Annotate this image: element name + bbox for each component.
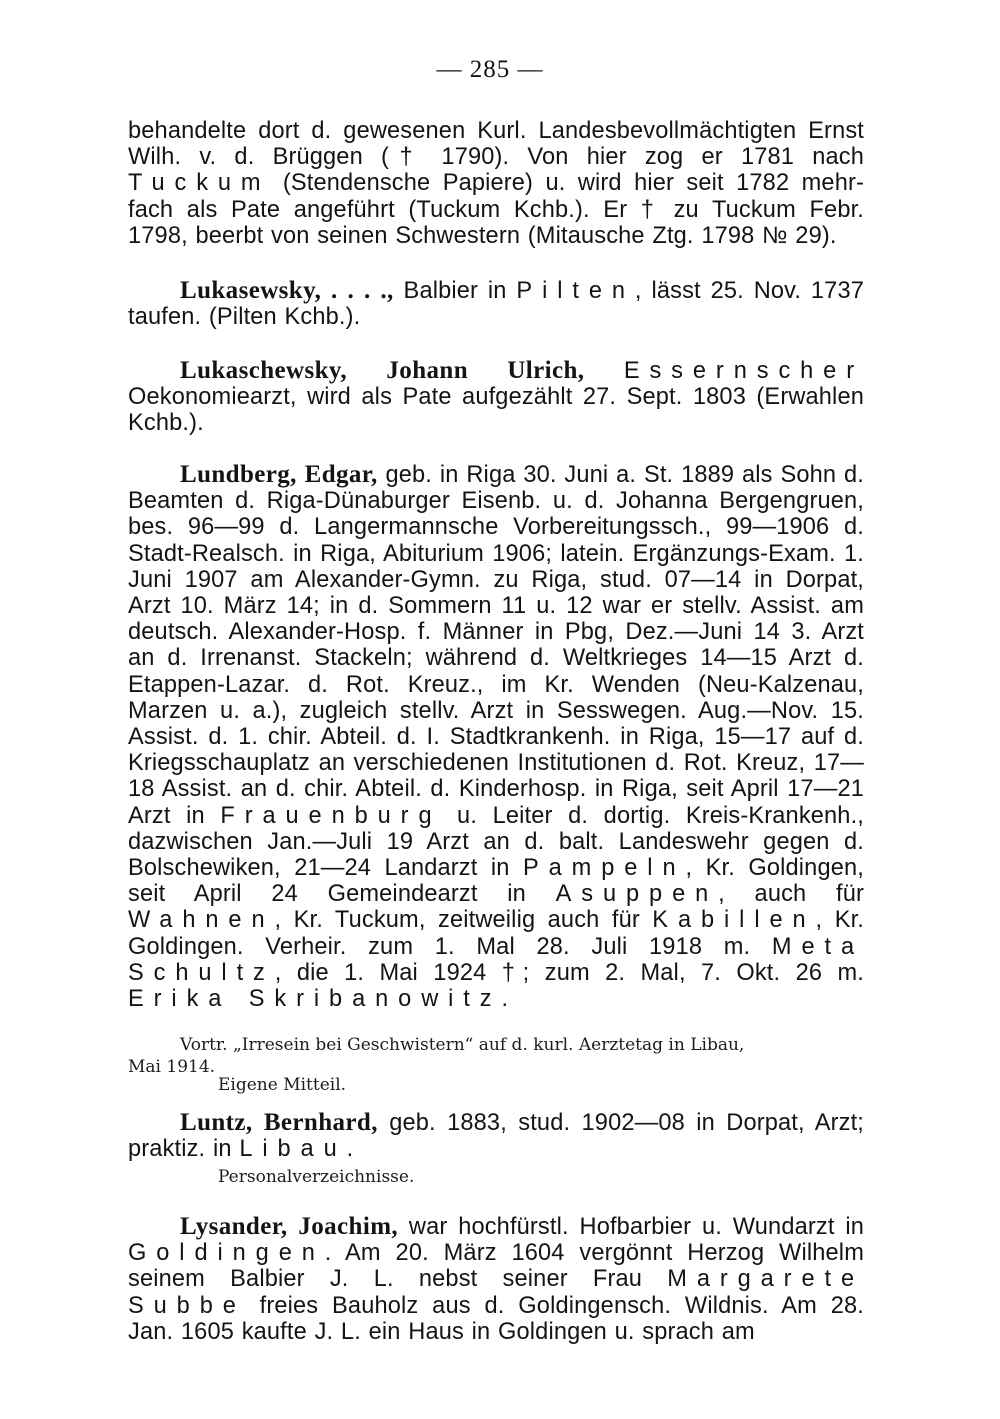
text-line: fach als Pate angeführt (Tuckum Kchb.). Er † zu Tuckum Febr. xyxy=(128,196,864,223)
source-note-cont: Mai 1914. xyxy=(128,1057,216,1077)
text-line: Ernst Wilh. v. d. Brüggen († 1790). Von hier zog er 1781 nach xyxy=(128,118,864,171)
spaced-place-name: Libau xyxy=(239,1136,347,1163)
spaced-place-name: Wahnen xyxy=(128,907,275,934)
spaced-place-name: Frauenburg xyxy=(220,802,442,829)
text-line: 1798, beerbt von seinen Schwestern (Mitausche Ztg. 1798 № 29). xyxy=(128,222,837,249)
entry-text: . Am 20. März 1604 vergönnt Herzog Wilhelm seinem Balbier J. L. nebst seiner Frau xyxy=(128,1240,864,1293)
entry-text: Oekonomiearzt, wird als Pate aufgezählt 27. Sept. 1803 (Erwahlen Kchb.). xyxy=(128,384,864,437)
entry-text: , Kr. Goldingen, seit April 24 Gemeindearzt in xyxy=(128,855,864,908)
text-line: (Stendensche Papiere) u. wird hier seit 1782 mehr- xyxy=(270,170,864,197)
entry-text: Balbier in xyxy=(393,278,517,304)
entry-text: , Kr. Tuckum, zeitweilig auch für xyxy=(274,907,653,934)
entry-lukasewsky xyxy=(128,278,864,330)
page-number: — 285 — xyxy=(436,56,544,83)
spaced-place-name: Asuppen xyxy=(555,881,719,908)
spaced-place-name: Essernscher xyxy=(623,358,864,384)
entry-text: , die 1. Mai 1924 †; zum 2. Mal, 7. Okt. 26 m. xyxy=(274,959,864,986)
entry-lysander xyxy=(128,1214,864,1345)
spaced-person-name: Margarete Subbe xyxy=(128,1266,864,1319)
entry-text: , auch für xyxy=(718,881,864,908)
entry-text: . xyxy=(346,1136,354,1163)
entry-text: u. Leiter d. dortig. Kreis-Krankenh., dazwischen Jan.—Juli 19 Arzt an d. balt. Landeswehr gegen d. Bolschewiken, 21—24 Landarzt in xyxy=(128,802,864,882)
spaced-place-name: Goldingen xyxy=(128,1240,325,1267)
entry-text: freies Bauholz aus d. Goldingensch. Wildnis. Am 28. Jan. 1605 kaufte J. L. ein Haus in Goldingen u. sprach am xyxy=(128,1292,864,1345)
entry-text: , Kr. Goldingen. Verheir. zum 1. Mal 28. Juli 1918 m. xyxy=(128,907,864,960)
entry-lundberg xyxy=(128,462,864,1012)
entry-text: , lässt 25. Nov. 1737 taufen. (Pilten Kchb.). xyxy=(128,278,864,331)
spaced-place-name: Pampeln xyxy=(522,855,686,882)
source-note: Vortr. „Irresein bei Geschwistern“ auf d. kurl. Aerztetag in Libau, xyxy=(180,1035,745,1055)
spaced-person-name: Meta Schultz xyxy=(128,933,864,986)
source-note: Personalverzeichnisse. xyxy=(218,1167,415,1187)
source-note: Eigene Mitteil. xyxy=(218,1075,347,1095)
spaced-person-name: Erika Skribanowitz xyxy=(128,986,502,1013)
text-line: behandelte dort d. gewesenen Kurl. Landesbevollmächtigten xyxy=(128,118,797,144)
entry-text: war hochfürstl. Hofbarbier u. Wundarzt in xyxy=(398,1214,865,1240)
entry-luntz xyxy=(128,1110,864,1162)
entry-name: Lysander, Joachim, xyxy=(180,1213,399,1240)
entry-lukaschewsky xyxy=(128,358,864,437)
spaced-place-name: Pilten xyxy=(516,278,635,304)
entry-text: geb. 1883, stud. 1902—08 in Dorpat, Arzt; praktiz. in xyxy=(128,1110,864,1163)
spaced-place-name: Kabillen xyxy=(652,907,816,934)
entry-name: Lukaschewsky, Johann Ulrich, xyxy=(180,357,585,384)
entry-name: Luntz, Bernhard, xyxy=(180,1109,378,1136)
entry-text: geb. in Riga 30. Juni a. St. 1889 als Sohn d. Beamten d. Riga-Dünaburger Eisenb. u. d. Johanna Bergengruen, bes. 96—99 d. Langermannsche Vorbereitungssch., 99—1906 d. Stadt-Realsch. in Riga, Abiturium 1906; latein. Ergänzungs-Exam. 1. Juni 1907 am Alexander-Gymn. zu Riga, stud. 07—14 in Dorpat, Arzt 10. März 14; in d. Sommern 11 u. 12 war er stellv. Assist. am deutsch. Alexander-Hosp. f. Männer in Pbg, Dez.—Juni 14 3. Arzt an d. Irrenanst. Stackeln; während d. Weltkrieges 14—15 Arzt d. Etappen-Lazar. d. Rot. Kreuz., im Kr. Wenden (Neu-Kalzenau, Marzen u. a.), zugleich stellv. Arzt in Sesswegen. Aug.—Nov. 15. Assist. d. 1. chir. Abteil. d. I. Stadtkrankenh. in Riga, 15—17 auf d. Kriegsschauplatz an verschiedenen Institutionen d. Rot. Kreuz, 17—18 Assist. an d. chir. Abteil. d. Kinderhosp. in Riga, seit April 17—21 Arzt in xyxy=(128,462,864,829)
entry-text: . xyxy=(501,986,509,1013)
spaced-place-name: Tuckum xyxy=(128,170,271,197)
entry-name: Lundberg, Edgar, xyxy=(180,461,378,488)
entry-name: Lukasewsky, . . . ., xyxy=(180,277,394,304)
entry-continuation xyxy=(128,118,864,249)
